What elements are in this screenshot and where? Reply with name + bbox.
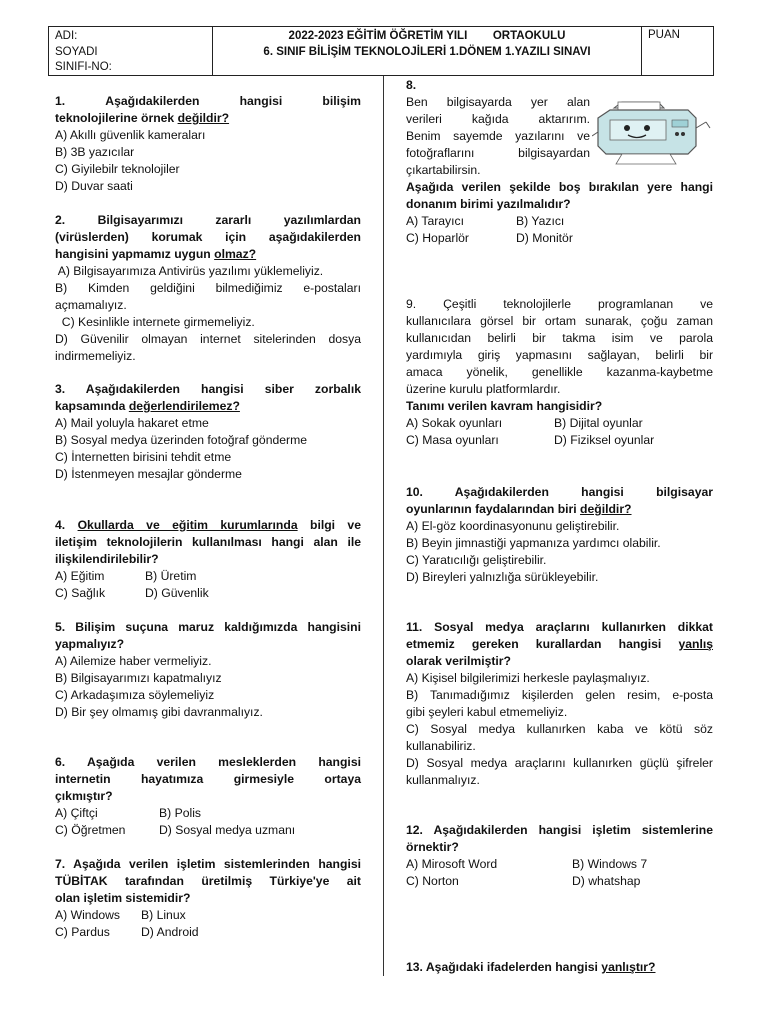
q12-option-d: D) whatshap bbox=[572, 874, 641, 888]
q1-option-b: B) 3B yazıcılar bbox=[55, 145, 135, 159]
q7-stem-line: olan işletim sistemidir? bbox=[55, 891, 191, 905]
q8-text-line: Ben bilgisayarda yer alan bbox=[406, 95, 590, 109]
q9-text-line: amaca yönelik, genellikle kazanma-kaybetme bbox=[406, 365, 713, 379]
q11-option-c-cont: kullanabiliriz. bbox=[406, 739, 476, 753]
q12-stem-line: 12. Aşağıdakilerden hangisi işletim sistemlerine bbox=[406, 823, 713, 837]
q5-stem-line: 5. Bilişim suçuna maruz kaldığımızda hangisini bbox=[55, 620, 361, 634]
q6-option-d: D) Sosyal medya uzmanı bbox=[159, 823, 296, 837]
question-3 bbox=[55, 381, 361, 483]
q2-stem-emphasis: olmaz? bbox=[214, 247, 257, 261]
q1-option-a: A) Akıllı güvenlik kameraları bbox=[55, 128, 206, 142]
q9-text-line: üzerine kurulu platformlardır. bbox=[406, 382, 561, 396]
score-label: PUAN bbox=[648, 29, 680, 41]
q4-option-b: B) Üretim bbox=[145, 569, 197, 583]
q9-option-d: D) Fiziksel oyunlar bbox=[554, 433, 655, 447]
q8-text-line: Benim sayemde yazılarını ve bbox=[406, 129, 590, 143]
q8-option-d: D) Monitör bbox=[516, 231, 573, 245]
q3-stem-line: 3. Aşağıdakilerden hangisi siber zorbalık bbox=[55, 382, 361, 396]
surname-label: SOYADI bbox=[55, 45, 98, 58]
q10-option-d: D) Bireyleri yalnızlığa sürükleyebilir. bbox=[406, 570, 599, 584]
q2-option-b-cont: açmamalıyız. bbox=[55, 298, 127, 312]
q7-option-a: A) Windows bbox=[55, 908, 121, 922]
q9-question: Tanımı verilen kavram hangisidir? bbox=[406, 399, 603, 413]
q3-stem: kapsamında bbox=[55, 399, 129, 413]
q13-stem-emphasis: yanlıştır? bbox=[601, 960, 656, 974]
q3-option-d: D) İstenmeyen mesajlar gönderme bbox=[55, 467, 242, 481]
q9-text-line: kullanıcılara görsel bir ortam sunarak, çoğu zaman bbox=[406, 314, 713, 328]
q6-stem-line: 6. Aşağıda verilen mesleklerden hangisi bbox=[55, 755, 361, 769]
q4-option-d: D) Güvenlik bbox=[145, 586, 209, 600]
question-1 bbox=[55, 93, 361, 195]
q9-text-line: kullanıcıdan belirli bir takma isim ve parola bbox=[406, 331, 713, 345]
q5-option-a: A) Ailemize haber vermeliyiz. bbox=[55, 654, 212, 668]
q4-stem-line: iletişim teknolojilerin kullanılması hangi alan ile bbox=[55, 535, 361, 549]
q10-stem-line: 10. Aşağıdakilerden hangisi bilgisayar bbox=[406, 485, 713, 499]
question-5 bbox=[55, 619, 361, 721]
q3-option-a: A) Mail yoluyla hakaret etme bbox=[55, 416, 209, 430]
q11-option-c: C) Sosyal medya kullanırken kaba ve kötü söz bbox=[406, 722, 713, 736]
exam-title-course: 6. SINIF BİLİŞİM TEKNOLOJİLERİ 1.DÖNEM 1.YAZILI SINAVI bbox=[263, 46, 591, 58]
q3-stem-emphasis: değerlendirilemez? bbox=[128, 399, 240, 413]
q6-stem-line: çıkmıştır? bbox=[55, 789, 113, 803]
q5-stem-line: yapmalıyız? bbox=[55, 637, 125, 651]
exam-title-year: 2022-2023 EĞİTİM ÖĞRETİM YILI ORTAOKULU bbox=[288, 30, 566, 42]
q8-option-c: C) Hoparlör bbox=[406, 231, 469, 245]
q10-stem: oyunlarının faydalarından biri bbox=[406, 502, 581, 516]
q6-option-a: A) Çiftçi bbox=[55, 806, 98, 820]
q6-option-c: C) Öğretmen bbox=[55, 823, 126, 837]
q1-stem-word: 1. bbox=[55, 94, 66, 108]
q9-option-a: A) Sokak oyunları bbox=[406, 416, 503, 430]
q2-stem-line: 2. Bilgisayarımızı zararlı yazılımlardan bbox=[55, 213, 361, 227]
q9-text-line: yardımıyla giriş yapmasını sağlayan, belirli bir bbox=[406, 348, 713, 362]
q8-option-a: A) Tarayıcı bbox=[406, 214, 465, 228]
q12-option-a: A) Mirosoft Word bbox=[406, 857, 498, 871]
q12-option-c: C) Norton bbox=[406, 874, 459, 888]
q11-option-d: D) Sosyal medya araçlarını kullanırken güçlü şifreler bbox=[406, 756, 713, 770]
question-12 bbox=[406, 822, 713, 890]
q2-option-c: C) Kesinlikle internete girmemeliyiz. bbox=[55, 315, 255, 329]
q11-stem-emphasis: yanlış bbox=[678, 637, 713, 651]
q11-stem: etmemiz gereken kurallardan hangisi bbox=[406, 637, 679, 651]
q4-stem: bilgi ve bbox=[297, 518, 361, 532]
q6-stem-line: internetin hayatımıza girmesiyle ortaya bbox=[55, 772, 361, 786]
q2-stem-line: (virüslerden) korumak için aşağıdakilerden bbox=[55, 230, 361, 244]
question-9 bbox=[406, 296, 713, 449]
q11-stem-line: olarak verilmiştir? bbox=[406, 654, 511, 668]
question-6 bbox=[55, 754, 361, 839]
q8-option-b: B) Yazıcı bbox=[516, 214, 565, 228]
q12-option-b: B) Windows 7 bbox=[572, 857, 648, 871]
q1-option-d: D) Duvar saati bbox=[55, 179, 133, 193]
question-8-prompt bbox=[406, 179, 713, 247]
q10-stem-emphasis: değildir? bbox=[580, 502, 632, 516]
q2-option-b: B) Kimden geldiğini bilmediğimiz e-postaları bbox=[55, 281, 361, 295]
q2-stem: hangisini yapmamız uygun bbox=[55, 247, 215, 261]
q1-stem: teknolojilerine örnek bbox=[55, 111, 178, 125]
q1-stem-word: hangisi bbox=[239, 94, 283, 108]
q9-option-c: C) Masa oyunları bbox=[406, 433, 499, 447]
printer-illustration bbox=[592, 98, 712, 168]
q1-stem-word: bilişim bbox=[322, 94, 361, 108]
q10-option-b: B) Beyin jimnastiği yapmanıza yardımcı olabilir. bbox=[406, 536, 661, 550]
q8-number: 8. bbox=[406, 78, 417, 92]
q10-option-a: A) El-göz koordinasyonunu geliştirebilir. bbox=[406, 519, 620, 533]
q4-stem-line: ilişkilendirilebilir? bbox=[55, 552, 159, 566]
exam-header bbox=[48, 26, 714, 76]
q11-option-b: B) Tanımadığımız kişilerden gelen resim, e-posta bbox=[406, 688, 713, 702]
q11-stem-line: 11. Sosyal medya araçlarını kullanırken dikkat bbox=[406, 620, 713, 634]
score-cell bbox=[642, 27, 713, 75]
q9-text-line: 9. Çeşitli teknolojilerle programlanan ve bbox=[406, 297, 713, 311]
q4-option-c: C) Sağlık bbox=[55, 586, 106, 600]
class-number-label: SINIFI-NO: bbox=[55, 61, 112, 73]
q2-option-d: D) Güvenilir olmayan internet sitelerinden dosya bbox=[55, 332, 361, 346]
q11-option-a: A) Kişisel bilgilerimizi herkesle paylaşmalıyız. bbox=[406, 671, 650, 685]
q7-option-d: D) Android bbox=[141, 925, 199, 939]
q8-text-line: fotoğraflarını bilgisayardan bbox=[406, 146, 590, 160]
q8-question-line: Aşağıda verilen şekilde boş bırakılan yere hangi bbox=[406, 180, 713, 194]
question-7 bbox=[55, 856, 361, 941]
q8-text-line: çıkartabilirsin. bbox=[406, 163, 481, 177]
question-2 bbox=[55, 212, 361, 365]
q1-stem-word: Aşağıdakilerden bbox=[105, 94, 200, 108]
q13-stem: 13. Aşağıdaki ifadelerden hangisi bbox=[406, 960, 602, 974]
q7-option-b: B) Linux bbox=[141, 908, 186, 922]
q3-option-b: B) Sosyal medya üzerinden fotoğraf gönderme bbox=[55, 433, 308, 447]
exam-title-cell bbox=[213, 27, 642, 75]
q4-option-a: A) Eğitim bbox=[55, 569, 105, 583]
question-8-text bbox=[406, 77, 590, 179]
question-10 bbox=[406, 484, 713, 586]
q6-option-b: B) Polis bbox=[159, 806, 201, 820]
q8-text-line: verileri kağıda aktarırım. bbox=[406, 112, 590, 126]
question-11 bbox=[406, 619, 713, 789]
q9-option-b: B) Dijital oyunlar bbox=[554, 416, 643, 430]
q3-option-c: C) İnternetten birisini tehdit etme bbox=[55, 450, 232, 464]
q7-stem-line: TÜBİTAK tarafından üretilmiş Türkiye'ye ait bbox=[55, 874, 361, 888]
q2-option-d-cont: indirmemeliyiz. bbox=[55, 349, 136, 363]
q5-option-c: C) Arkadaşımıza söylemeliyiz bbox=[55, 688, 215, 702]
q7-stem-line: 7. Aşağıda verilen işletim sistemlerinden hangisi bbox=[55, 857, 361, 871]
name-label: ADI: bbox=[55, 30, 78, 42]
q10-option-c: C) Yaratıcılığı geliştirebilir. bbox=[406, 553, 547, 567]
q7-option-c: C) Pardus bbox=[55, 925, 110, 939]
q1-option-c: C) Giyilebilr teknolojiler bbox=[55, 162, 180, 176]
q4-stem-emphasis: Okullarda ve eğitim kurumlarında bbox=[77, 518, 298, 532]
student-info-cell bbox=[49, 27, 213, 75]
q11-option-d-cont: kullanmalıyız. bbox=[406, 773, 480, 787]
column-divider bbox=[383, 76, 384, 976]
q5-option-b: B) Bilgisayarımızı kapatmalıyız bbox=[55, 671, 222, 685]
question-13 bbox=[406, 959, 713, 976]
q1-stem-emphasis: değildir? bbox=[177, 111, 230, 125]
q4-number: 4. bbox=[55, 518, 78, 532]
q8-question-line: donanım birimi yazılmalıdır? bbox=[406, 197, 571, 211]
q12-stem-line: örnektir? bbox=[406, 840, 459, 854]
q2-option-a: A) Bilgisayarımıza Antivirüs yazılımı yüklemeliyiz. bbox=[55, 264, 324, 278]
q11-option-b-cont: gibi şeyleri kabul etmemeliyiz. bbox=[406, 705, 568, 719]
q5-option-d: D) Bir şey olmamış gibi davranmalıyız. bbox=[55, 705, 263, 719]
question-4 bbox=[55, 517, 361, 602]
